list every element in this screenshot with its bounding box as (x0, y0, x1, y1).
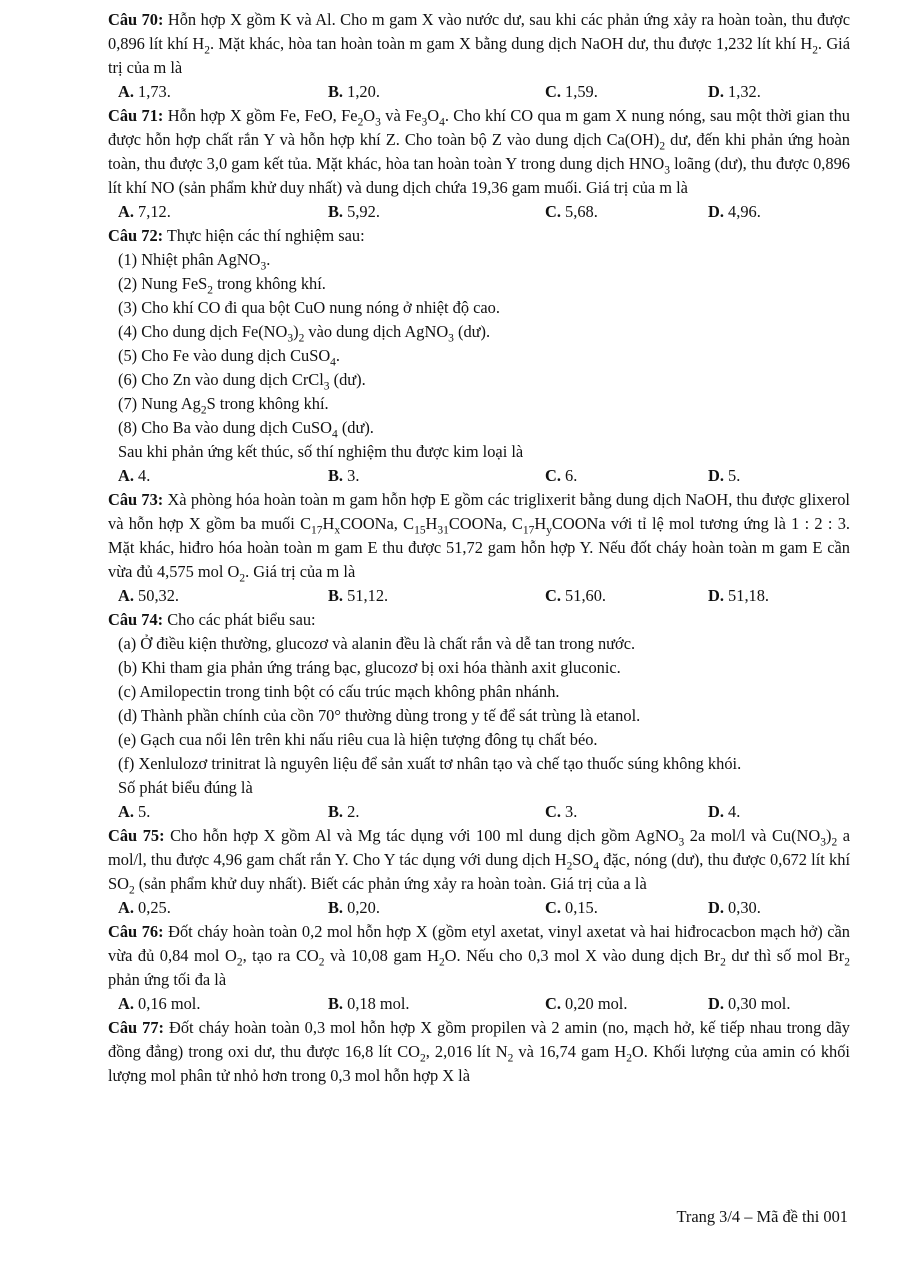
option-d[interactable]: D. 0,30 mol. (708, 994, 791, 1013)
page-footer: Trang 3/4 – Mã đề thi 001 (676, 1207, 848, 1226)
options-72 (108, 464, 850, 488)
option-d[interactable]: D. 5. (708, 466, 741, 485)
exam-content (108, 8, 850, 1088)
experiment-item: (6) Cho Zn vào dung dịch CrCl$_3$ (dư). (118, 370, 366, 393)
question-text: loãng (dư), thu được 0,896 lít khí NO (sản phẩm khử duy nhất) và dung dịch chứa 19,36 gam muối. Giá trị của m là (108, 154, 850, 197)
option-d[interactable]: D. 1,32. (708, 82, 761, 101)
statement-item: (f) Xenlulozơ trinitrat là nguyên liệu để sản xuất tơ nhân tạo và chế tạo thuốc súng không khói. (118, 754, 742, 773)
options-74 (108, 800, 850, 824)
question-text: Xà phòng hóa hoàn toàn m gam hỗn hợp E gồm các triglixerit bằng dung dịch NaOH, thu được glixerol và hỗn hợp X gồm ba muối C (108, 490, 850, 533)
question-text: . Mặt khác, hòa tan hoàn toàn m gam X bằng dung dịch NaOH dư, thu được 1,232 lít khí H (209, 34, 813, 53)
subscript: 2 (204, 44, 210, 57)
question-text: Cho hỗn hợp X gồm Al và Mg tác dụng với 100 ml dung dịch gồm AgNO (164, 826, 679, 845)
option-b[interactable]: B. 1,20. (328, 82, 380, 101)
experiment-item: (2) Nung FeS$_2$ trong không khí. (118, 274, 326, 297)
experiment-item: (1) Nhiệt phân AgNO$_3$. (118, 250, 271, 273)
statement-item: (e) Gạch cua nổi lên trên khi nấu riêu cua là hiện tượng đông tụ chất béo. (118, 730, 598, 749)
option-c[interactable]: C. 1,59. (545, 82, 598, 101)
option-c[interactable]: C. 6. (545, 466, 578, 485)
options-76 (108, 992, 850, 1016)
question-text: Đốt cháy hoàn toàn 0,3 mol hỗn hợp X gồm propilen và 2 amin (no, mạch hở, kế tiếp nhau trong dãy đồng đẳng) trong oxi dư, thu được 16,8 lít CO (108, 1018, 850, 1061)
option-a[interactable]: A. 1,73. (118, 82, 171, 101)
experiment-item: (8) Cho Ba vào dung dịch CuSO$_4$ (dư). (118, 418, 374, 441)
options-75 (108, 896, 850, 920)
question-text: dư, đến khi phản ứng hoàn toàn, thu được 3,0 gam kết tủa. Mặt khác, hòa tan hoàn toàn Y trong dung dịch HNO (108, 130, 850, 173)
question-71: Câu 71: Hỗn hợp X gồm Fe, FeO, $Fe_2O_3$ và $Fe_3O_4$. Cho khí CO qua m gam X nung nóng, sau một thời gian thu được hỗn hợp chất rắn Y và hỗn hợp khí Z. Cho toàn bộ Z vào dung dịch $Ca(OH)_2$ dư, đến khi phản ứng hoàn toàn, thu được 3,0 gam kết tủa. Mặt khác, hòa tan hoàn toàn Y trong dung dịch $HNO_3$ loãng (dư), thu được 0,896 lít khí NO (sản phẩm khử duy nhất) và dung dịch chứa 19,36 gam muối. Giá trị của m là (108, 106, 850, 197)
option-c[interactable]: C. 51,60. (545, 586, 607, 605)
option-b[interactable]: B. 51,12. (328, 586, 389, 605)
option-c[interactable]: C. 3. (545, 802, 578, 821)
question-tail: Sau khi phản ứng kết thúc, số thí nghiệm thu được kim loại là (118, 442, 524, 461)
options-73 (108, 584, 850, 608)
question-label: Câu 71: (108, 106, 164, 125)
option-a[interactable]: A. 0,25. (118, 898, 171, 917)
statement-item: (c) Amilopectin trong tinh bột có cấu trúc mạch không phân nhánh. (118, 682, 560, 701)
option-d[interactable]: D. 4,96. (708, 202, 761, 221)
option-c[interactable]: C. 5,68. (545, 202, 598, 221)
statement-item: (a) Ở điều kiện thường, glucozơ và alanin đều là chất rắn và dễ tan trong nước. (118, 634, 636, 653)
option-c[interactable]: C. 0,20 mol. (545, 994, 628, 1013)
option-b[interactable]: B. 0,20. (328, 898, 380, 917)
question-77: Câu 77: Đốt cháy hoàn toàn 0,3 mol hỗn hợp X gồm propilen và 2 amin (no, mạch hở, kế tiếp nhau trong dãy đồng đẳng) trong oxi dư, thu được 16,8 lít $CO_2$, 2,016 lít $N_2$ và 16,74 gam $H_2O$. Khối lượng của amin có khối lượng mol phân tử nhỏ hơn trong 0,3 mol hỗn hợp X là (108, 1018, 850, 1085)
question-74 (108, 608, 850, 632)
option-c[interactable]: C. 0,15. (545, 898, 598, 917)
question-label: Câu 70: (108, 10, 164, 29)
option-d[interactable]: D. 51,18. (708, 586, 770, 605)
option-a[interactable]: A. 7,12. (118, 202, 171, 221)
question-text: Đốt cháy hoàn toàn 0,2 mol hỗn hợp X (gồm etyl axetat, vinyl axetat và hai hiđrocacbon mạch hở) cần vừa đủ 0,84 mol O (108, 922, 850, 965)
question-76: Câu 76: Đốt cháy hoàn toàn 0,2 mol hỗn hợp X (gồm etyl axetat, vinyl axetat và hai hiđrocacbon mạch hở) cần vừa đủ 0,84 mol $O_2$, tạo ra $CO_2$ và 10,08 gam $H_2O$. Nếu cho 0,3 mol X vào dung dịch $Br_2$ dư thì số mol $Br_2$ phản ứng tối đa là (108, 922, 850, 989)
option-b[interactable]: B. 2. (328, 802, 360, 821)
options-70 (108, 80, 850, 104)
experiment-item: (3) Cho khí CO đi qua bột CuO nung nóng ở nhiệt độ cao. (118, 298, 500, 317)
option-d[interactable]: D. 4. (708, 802, 741, 821)
question-text: Thực hiện các thí nghiệm sau: (163, 226, 365, 245)
statement-item: (d) Thành phần chính của cồn 70° thường dùng trong y tế để sát trùng là etanol. (118, 706, 641, 725)
question-text: Hỗn hợp X gồm Fe, FeO, Fe (163, 106, 358, 125)
experiment-item: (5) Cho Fe vào dung dịch CuSO$_4$. (118, 346, 341, 369)
option-a[interactable]: A. 4. (118, 466, 151, 485)
statement-item: (b) Khi tham gia phản ứng tráng bạc, glucozơ bị oxi hóa thành axit gluconic. (118, 658, 621, 677)
question-label: Câu 76: (108, 922, 164, 941)
question-text: và Fe (380, 106, 422, 125)
question-label: Câu 75: (108, 826, 165, 845)
question-label: Câu 77: (108, 1018, 165, 1037)
question-72 (108, 224, 850, 248)
question-73: Câu 73: Xà phòng hóa hoàn toàn m gam hỗn hợp E gồm các triglixerit bằng dung dịch NaOH, thu được glixerol và hỗn hợp X gồm ba muối $C_{17}H_xCOONa$, $C_{15}H_{31}COONa$, $C_{17}H_yCOONa$ với tỉ lệ mol tương ứng là 1 : 2 : 3. Mặt khác, hiđro hóa hoàn toàn m gam E thu được 51,72 gam hỗn hợp Y. Nếu đốt cháy hoàn toàn m gam E cần vừa đủ 4,575 mol $O_2$. Giá trị của m là (108, 490, 850, 585)
option-a[interactable]: A. 50,32. (118, 586, 180, 605)
experiment-item: (7) Nung $Ag_2S$ trong không khí. (118, 394, 329, 417)
question-70 (108, 8, 850, 80)
option-b[interactable]: B. 0,18 mol. (328, 994, 410, 1013)
options-71 (108, 200, 850, 224)
option-b[interactable]: B. 3. (328, 466, 360, 485)
question-label: Câu 74: (108, 610, 164, 629)
subscript: 2 (812, 44, 818, 57)
question-75: Câu 75: Cho hỗn hợp X gồm Al và Mg tác dụng với 100 ml dung dịch gồm AgNO$_3$ 2a mol/l và $Cu(NO_3)_2$ a mol/l, thu được 4,96 gam chất rắn Y. Cho Y tác dụng với dung dịch $H_2SO_4$ đặc, nóng (dư), thu được 0,672 lít khí $SO_2$ (sản phẩm khử duy nhất). Biết các phản ứng xảy ra hoàn toàn. Giá trị của a là (108, 826, 850, 897)
question-label: Câu 73: (108, 490, 164, 509)
question-text: Hỗn hợp X gồm K và Al. Cho m gam X vào nước dư, sau khi các phản ứng xảy ra hoàn toàn, thu được 0,896 lít khí H (108, 10, 850, 53)
question-text: Cho các phát biểu sau: (163, 610, 316, 629)
option-b[interactable]: B. 5,92. (328, 202, 380, 221)
question-label: Câu 72: (108, 226, 164, 245)
question-text: . Giá trị của m là (108, 34, 850, 77)
question-text: . Cho khí CO qua m gam X nung nóng, sau một thời gian thu được hỗn hợp chất rắn Y và hỗn hợp khí Z. Cho toàn bộ Z vào dung dịch Ca(OH) (108, 106, 850, 149)
option-d[interactable]: D. 0,30. (708, 898, 761, 917)
option-a[interactable]: A. 0,16 mol. (118, 994, 201, 1013)
experiment-item: (4) Cho dung dịch $Fe(NO_3)_2$ vào dung dịch AgNO$_3$ (dư). (118, 322, 491, 345)
question-tail: Số phát biểu đúng là (118, 778, 253, 797)
question-text: COONa với tỉ lệ mol tương ứng là 1 : 2 : 3. Mặt khác, hiđro hóa hoàn toàn m gam E thu được 51,72 gam hỗn hợp Y. Nếu đốt cháy hoàn toàn m gam E cần vừa đủ 4,575 mol O (108, 514, 850, 581)
option-a[interactable]: A. 5. (118, 802, 151, 821)
